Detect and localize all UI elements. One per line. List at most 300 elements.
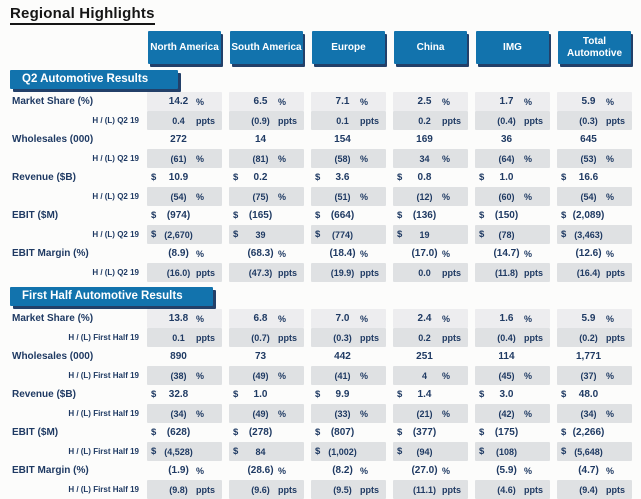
value-cell	[557, 328, 632, 347]
cell-value: (5,648)	[574, 446, 603, 457]
value-cell	[393, 480, 468, 499]
currency-prefix: $	[233, 446, 239, 457]
unit-suffix: ppts	[360, 115, 379, 126]
value-cell	[229, 244, 304, 263]
value-cell	[229, 328, 304, 347]
cell-value: (19.9)	[330, 267, 355, 278]
table-row	[10, 442, 632, 461]
cell-value: (0.9)	[251, 115, 270, 126]
unit-suffix: %	[524, 408, 533, 419]
column-header-img: IMG	[476, 31, 549, 64]
value-cell	[311, 225, 386, 244]
unit-suffix: %	[606, 370, 615, 381]
table-row	[10, 461, 632, 480]
value-cell	[147, 130, 222, 149]
value-cell	[557, 263, 632, 282]
cell-value: (61)	[170, 153, 187, 164]
cell-value: 6.8	[253, 313, 268, 324]
value-cell	[147, 225, 222, 244]
value-cell	[475, 244, 550, 263]
value-cell	[393, 187, 468, 206]
cell-value: (21)	[416, 408, 433, 419]
cell-value: 0.2	[418, 115, 431, 126]
value-cell	[311, 92, 386, 111]
value-cell	[229, 111, 304, 130]
value-cell	[393, 461, 468, 480]
value-cell	[147, 404, 222, 423]
cell-value: (49)	[252, 370, 269, 381]
cell-value: (78)	[498, 229, 515, 240]
currency-prefix: $	[561, 446, 567, 457]
cell-value: 7.1	[335, 96, 350, 107]
currency-prefix: $	[561, 172, 567, 183]
unit-suffix: %	[606, 408, 615, 419]
row-label: EBIT Margin (%)	[12, 248, 89, 259]
cell-value: 6.5	[253, 96, 268, 107]
unit-suffix: %	[278, 96, 287, 107]
table-row	[10, 263, 632, 282]
unit-suffix: %	[606, 153, 615, 164]
row-label: EBIT Margin (%)	[12, 465, 89, 476]
currency-prefix: $	[479, 389, 485, 400]
row-label: Market Share (%)	[12, 96, 94, 107]
unit-suffix: %	[360, 96, 369, 107]
unit-suffix: %	[606, 248, 615, 259]
cell-value: 442	[334, 351, 351, 362]
value-cell	[311, 366, 386, 385]
unit-suffix: %	[196, 313, 205, 324]
row-label: H / (L) Q2 19	[92, 268, 139, 277]
value-cell	[311, 263, 386, 282]
value-cell	[557, 347, 632, 366]
cell-value: (33)	[334, 408, 351, 419]
value-cell	[147, 366, 222, 385]
table-row	[10, 149, 632, 168]
cell-value: (1.9)	[168, 465, 189, 476]
value-cell	[557, 480, 632, 499]
currency-prefix: $	[315, 389, 321, 400]
value-cell	[229, 404, 304, 423]
cell-value: 1.0	[253, 389, 268, 400]
section-rows	[10, 92, 632, 282]
cell-value: (34)	[580, 408, 597, 419]
value-cell	[557, 92, 632, 111]
value-cell	[229, 442, 304, 461]
unit-suffix: %	[196, 465, 205, 476]
currency-prefix: $	[233, 172, 239, 183]
table-row	[10, 366, 632, 385]
value-cell	[475, 423, 550, 442]
value-cell	[229, 263, 304, 282]
unit-suffix: ppts	[196, 332, 215, 343]
currency-prefix: $	[397, 229, 403, 240]
cell-value: 2.5	[417, 96, 432, 107]
column-header-total-automotive: Total Automotive	[558, 31, 631, 64]
cell-value: (5.9)	[496, 465, 517, 476]
value-cell	[229, 423, 304, 442]
value-cell	[557, 366, 632, 385]
row-label: Revenue ($B)	[12, 389, 76, 400]
value-cell	[311, 187, 386, 206]
table-row	[10, 404, 632, 423]
value-cell	[475, 385, 550, 404]
value-cell	[557, 385, 632, 404]
cell-value: (807)	[330, 427, 355, 438]
unit-suffix: %	[524, 191, 533, 202]
value-cell	[475, 366, 550, 385]
value-cell	[393, 328, 468, 347]
value-cell	[393, 111, 468, 130]
value-cell	[393, 309, 468, 328]
currency-prefix: $	[397, 427, 403, 438]
value-cell	[393, 366, 468, 385]
value-cell	[393, 385, 468, 404]
column-header-south-america: South America	[230, 31, 303, 64]
value-cell	[229, 366, 304, 385]
value-cell	[229, 461, 304, 480]
cell-value: 1,771	[575, 351, 602, 362]
cell-value: (41)	[334, 370, 351, 381]
cell-value: (16.4)	[576, 267, 601, 278]
value-cell	[475, 168, 550, 187]
unit-suffix: %	[442, 96, 451, 107]
value-cell	[147, 309, 222, 328]
currency-prefix: $	[233, 389, 239, 400]
unit-suffix: %	[360, 408, 369, 419]
cell-value: 0.4	[172, 115, 185, 126]
cell-value: 272	[170, 134, 187, 145]
cell-value: 1.7	[499, 96, 514, 107]
cell-value: (11.1)	[412, 484, 436, 495]
value-cell	[475, 187, 550, 206]
value-cell	[311, 130, 386, 149]
value-cell	[393, 263, 468, 282]
unit-suffix: ppts	[278, 115, 297, 126]
unit-suffix: %	[278, 408, 287, 419]
row-label: H / (L) Q2 19	[92, 116, 139, 125]
table-row	[10, 423, 632, 442]
unit-suffix: ppts	[606, 267, 625, 278]
row-label: EBIT ($M)	[12, 210, 59, 221]
currency-prefix: $	[151, 172, 157, 183]
row-label: EBIT ($M)	[12, 427, 59, 438]
cell-value: (51)	[334, 191, 351, 202]
value-cell	[557, 404, 632, 423]
cell-value: (628)	[166, 427, 191, 438]
cell-value: (974)	[166, 210, 191, 221]
unit-suffix: ppts	[278, 484, 297, 495]
cell-value: (8.2)	[332, 465, 353, 476]
value-cell	[557, 187, 632, 206]
unit-suffix: ppts	[360, 484, 379, 495]
cell-value: (4.6)	[497, 484, 516, 495]
unit-suffix: ppts	[442, 115, 461, 126]
cell-value: 39	[255, 229, 266, 240]
value-cell	[557, 423, 632, 442]
value-cell	[311, 328, 386, 347]
unit-suffix: %	[278, 370, 287, 381]
cell-value: (0.4)	[497, 332, 516, 343]
row-label: Revenue ($B)	[12, 172, 76, 183]
table-row	[10, 328, 632, 347]
cell-value: (42)	[498, 408, 515, 419]
cell-value: 10.9	[168, 172, 189, 183]
currency-prefix: $	[479, 427, 485, 438]
value-cell	[393, 442, 468, 461]
cell-value: (47.3)	[248, 267, 273, 278]
unit-suffix: %	[278, 465, 287, 476]
value-cell	[229, 149, 304, 168]
row-label: H / (L) First Half 19	[68, 485, 139, 494]
value-cell	[393, 92, 468, 111]
cell-value: (34)	[170, 408, 187, 419]
section-first-half-results	[10, 282, 632, 499]
value-cell	[557, 244, 632, 263]
unit-suffix: ppts	[442, 267, 461, 278]
cell-value: 251	[416, 351, 433, 362]
value-cell	[311, 168, 386, 187]
value-cell	[311, 347, 386, 366]
row-label: H / (L) First Half 19	[68, 333, 139, 342]
cell-value: (11.8)	[494, 267, 518, 278]
cell-value: 16.6	[578, 172, 599, 183]
section-banner: Q2 Automotive Results	[10, 70, 178, 89]
cell-value: (136)	[412, 210, 437, 221]
currency-prefix: $	[397, 210, 403, 221]
unit-suffix: %	[360, 191, 369, 202]
cell-value: 1.0	[499, 172, 514, 183]
unit-suffix: ppts	[524, 115, 543, 126]
value-cell	[147, 385, 222, 404]
value-cell	[311, 244, 386, 263]
value-cell	[147, 206, 222, 225]
currency-prefix: $	[561, 427, 567, 438]
unit-suffix: %	[524, 313, 533, 324]
cell-value: 169	[416, 134, 433, 145]
currency-prefix: $	[315, 427, 321, 438]
value-cell	[311, 423, 386, 442]
value-cell	[311, 442, 386, 461]
cell-value: (17.0)	[411, 248, 438, 259]
value-cell	[393, 244, 468, 263]
value-cell	[475, 206, 550, 225]
unit-suffix: %	[606, 96, 615, 107]
currency-prefix: $	[315, 210, 321, 221]
unit-suffix: ppts	[196, 484, 215, 495]
value-cell	[147, 92, 222, 111]
unit-suffix: ppts	[442, 484, 461, 495]
currency-prefix: $	[397, 172, 403, 183]
section-q2-results	[10, 64, 632, 282]
currency-prefix: $	[561, 229, 567, 240]
cell-value: (68.3)	[247, 248, 274, 259]
unit-suffix: %	[196, 153, 205, 164]
value-cell	[393, 404, 468, 423]
cell-value: (4.7)	[578, 465, 599, 476]
currency-prefix: $	[397, 446, 403, 457]
unit-suffix: %	[360, 313, 369, 324]
cell-value: (3,463)	[574, 229, 603, 240]
value-cell	[229, 309, 304, 328]
value-cell	[229, 385, 304, 404]
row-label: H / (L) Q2 19	[92, 230, 139, 239]
cell-value: 1.6	[499, 313, 514, 324]
cell-value: (94)	[416, 446, 433, 457]
value-cell	[475, 442, 550, 461]
cell-value: (0.4)	[497, 115, 516, 126]
cell-value: 0.1	[336, 115, 349, 126]
value-cell	[311, 385, 386, 404]
cell-value: 890	[170, 351, 187, 362]
cell-value: (64)	[498, 153, 515, 164]
currency-prefix: $	[151, 427, 157, 438]
value-cell	[475, 480, 550, 499]
cell-value: 4	[421, 370, 427, 381]
cell-value: 0.2	[418, 332, 431, 343]
value-cell	[475, 461, 550, 480]
cell-value: (9.5)	[333, 484, 352, 495]
table-row	[10, 480, 632, 499]
cell-value: 7.0	[335, 313, 350, 324]
unit-suffix: ppts	[442, 332, 461, 343]
currency-prefix: $	[233, 427, 239, 438]
value-cell	[557, 442, 632, 461]
currency-prefix: $	[151, 446, 157, 457]
value-cell	[311, 149, 386, 168]
cell-value: 34	[419, 153, 430, 164]
value-cell	[229, 206, 304, 225]
currency-prefix: $	[151, 229, 157, 240]
value-cell	[475, 309, 550, 328]
table-row	[10, 130, 632, 149]
cell-value: (9.6)	[251, 484, 270, 495]
cell-value: (1,002)	[328, 446, 357, 457]
value-cell	[557, 225, 632, 244]
cell-value: (37)	[580, 370, 597, 381]
value-cell	[393, 130, 468, 149]
table-row	[10, 347, 632, 366]
value-cell	[147, 480, 222, 499]
unit-suffix: ppts	[360, 332, 379, 343]
cell-value: 0.2	[253, 172, 268, 183]
unit-suffix: %	[442, 191, 451, 202]
currency-prefix: $	[151, 210, 157, 221]
cell-value: 3.0	[499, 389, 514, 400]
cell-value: 0.8	[417, 172, 432, 183]
unit-suffix: %	[278, 248, 287, 259]
unit-suffix: ppts	[196, 267, 215, 278]
column-header-row	[10, 31, 632, 64]
unit-suffix: %	[278, 191, 287, 202]
unit-suffix: %	[360, 153, 369, 164]
unit-suffix: %	[442, 465, 451, 476]
value-cell	[311, 480, 386, 499]
value-cell	[229, 480, 304, 499]
column-header-europe: Europe	[312, 31, 385, 64]
cell-value: (2,266)	[572, 427, 605, 438]
value-cell	[229, 347, 304, 366]
value-cell	[557, 206, 632, 225]
value-cell	[147, 187, 222, 206]
unit-suffix: %	[606, 313, 615, 324]
cell-value: 19	[419, 229, 430, 240]
unit-suffix: ppts	[606, 484, 625, 495]
cell-value: 32.8	[168, 389, 189, 400]
value-cell	[147, 149, 222, 168]
currency-prefix: $	[561, 210, 567, 221]
value-cell	[475, 149, 550, 168]
unit-suffix: %	[442, 153, 451, 164]
unit-suffix: %	[196, 370, 205, 381]
cell-value: (0.7)	[251, 332, 270, 343]
row-label: Market Share (%)	[12, 313, 94, 324]
table-row	[10, 206, 632, 225]
value-cell	[557, 168, 632, 187]
value-cell	[393, 168, 468, 187]
cell-value: 84	[255, 446, 266, 457]
cell-value: (4,528)	[164, 446, 193, 457]
row-label: H / (L) Q2 19	[92, 192, 139, 201]
unit-suffix: %	[524, 248, 533, 259]
table-row	[10, 225, 632, 244]
currency-prefix: $	[151, 389, 157, 400]
cell-value: (8.9)	[168, 248, 189, 259]
cell-value: 0.1	[172, 332, 185, 343]
value-cell	[229, 187, 304, 206]
value-cell	[557, 111, 632, 130]
value-cell	[311, 206, 386, 225]
value-cell	[557, 461, 632, 480]
currency-prefix: $	[479, 229, 485, 240]
unit-suffix: %	[196, 248, 205, 259]
unit-suffix: %	[524, 465, 533, 476]
unit-suffix: %	[524, 153, 533, 164]
currency-prefix: $	[315, 446, 321, 457]
cell-value: (165)	[248, 210, 273, 221]
value-cell	[393, 225, 468, 244]
currency-prefix: $	[397, 389, 403, 400]
cell-value: (18.4)	[329, 248, 356, 259]
cell-value: (0.3)	[333, 332, 352, 343]
cell-value: 14.2	[168, 96, 189, 107]
column-header-china: China	[394, 31, 467, 64]
unit-suffix: ppts	[524, 267, 543, 278]
cell-value: (16.0)	[166, 267, 191, 278]
cell-value: (9.8)	[169, 484, 188, 495]
unit-suffix: %	[524, 96, 533, 107]
unit-suffix: %	[524, 370, 533, 381]
cell-value: (53)	[580, 153, 597, 164]
cell-value: 154	[334, 134, 351, 145]
table-row	[10, 111, 632, 130]
value-cell	[147, 423, 222, 442]
unit-suffix: %	[442, 370, 451, 381]
value-cell	[475, 130, 550, 149]
unit-suffix: ppts	[278, 267, 297, 278]
column-header-north-america: North America	[148, 31, 221, 64]
unit-suffix: %	[606, 191, 615, 202]
value-cell	[393, 206, 468, 225]
unit-suffix: %	[442, 313, 451, 324]
currency-prefix: $	[233, 229, 239, 240]
unit-suffix: %	[360, 370, 369, 381]
value-cell	[147, 461, 222, 480]
cell-value: (38)	[170, 370, 187, 381]
cell-value: (175)	[494, 427, 519, 438]
unit-suffix: ppts	[196, 115, 215, 126]
cell-value: (0.2)	[579, 332, 598, 343]
row-label: H / (L) First Half 19	[68, 371, 139, 380]
